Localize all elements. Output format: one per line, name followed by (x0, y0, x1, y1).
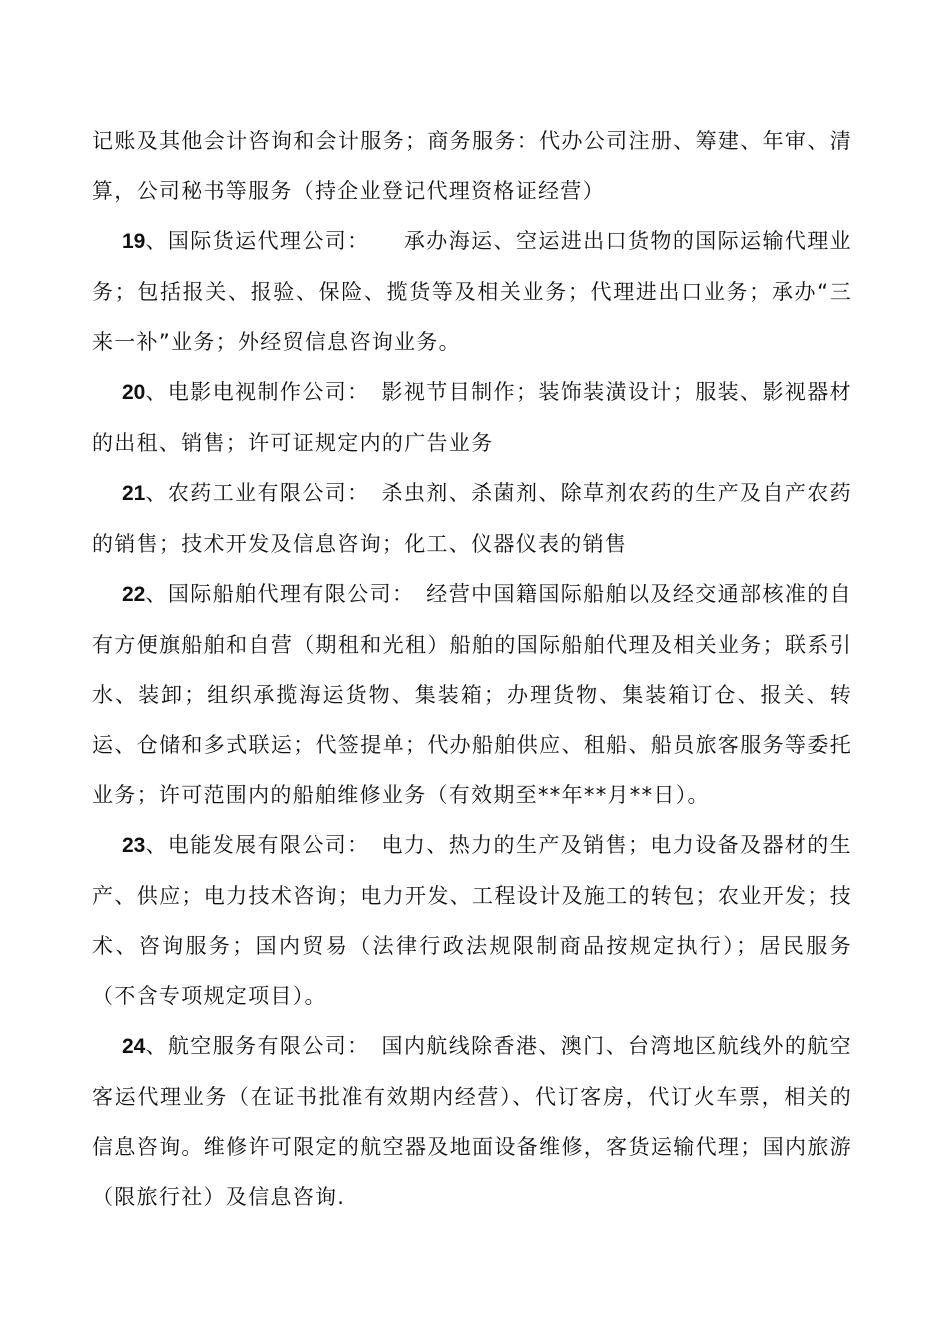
item-text: 、航空服务有限公司： 国内航线除香港、澳门、台湾地区航线外的航空客运代理业务（在证书批准有效期内经营）、代订客房，代订火车票，相关的信息咨询。维修许可限定的航空器及地面设备维修，客货运输代理；国内旅游（限旅行社）及信息咨询. (92, 1034, 852, 1209)
list-item (92, 820, 852, 1021)
item-number: 23 (122, 834, 146, 857)
list-item (92, 1021, 852, 1222)
item-number: 22 (122, 583, 146, 606)
item-text: 、国际船舶代理有限公司： 经营中国籍国际船舶以及经交通部核准的自有方便旗船舶和自营（期租和光租）船舶的国际船舶代理及相关业务；联系引水、装卸；组织承揽海运货物、集装箱；办理货物、集装箱订仓、报关、转运、仓储和多式联运；代签提单；代办船舶供应、租船、船员旅客服务等委托业务；许可范围内的船舶维修业务（有效期至**年**月**日）。 (92, 582, 852, 807)
list-item (92, 468, 852, 569)
item-number: 21 (122, 482, 146, 505)
item-text: 、电影电视制作公司： 影视节目制作；装饰装潢设计；服装、影视器材的出租、销售；许可证规定内的广告业务 (92, 380, 852, 455)
item-number: 24 (122, 1035, 146, 1058)
document-body (92, 116, 852, 1222)
item-number: 19 (122, 230, 146, 253)
item-text: 、国际货运代理公司： 承办海运、空运进出口货物的国际运输代理业务；包括报关、报验、保险、揽货等及相关业务；代理进出口业务；承办“三来一补”业务；外经贸信息咨询业务。 (92, 229, 852, 354)
item-text: 、农药工业有限公司： 杀虫剂、杀菌剂、除草剂农药的生产及自产农药的销售；技术开发及信息咨询；化工、仪器仪表的销售 (92, 481, 852, 556)
list-item (92, 367, 852, 468)
list-item (92, 216, 852, 367)
list-item (92, 569, 852, 820)
continuation-paragraph: 记账及其他会计咨询和会计服务；商务服务：代办公司注册、筹建、年审、清算，公司秘书等服务（持企业登记代理资格证经营） (92, 129, 852, 203)
item-number: 20 (122, 381, 146, 404)
item-text: 、电能发展有限公司： 电力、热力的生产及销售；电力设备及器材的生产、供应；电力技术咨询；电力开发、工程设计及施工的转包；农业开发；技术、咨询服务；国内贸易（法律行政法规限制商品按规定执行）；居民服务（不含专项规定项目）。 (92, 833, 852, 1008)
